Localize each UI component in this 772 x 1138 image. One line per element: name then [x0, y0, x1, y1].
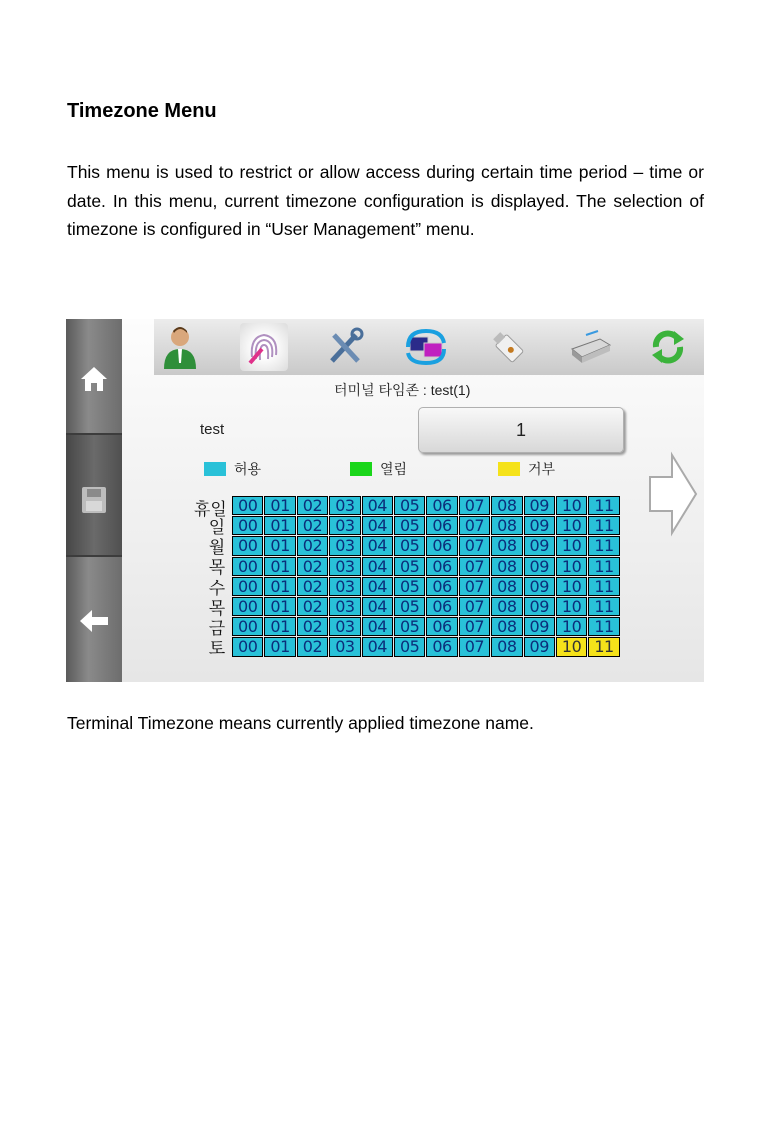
grid-cell[interactable]: 05: [394, 536, 425, 555]
grid-cell[interactable]: 00: [232, 516, 263, 535]
save-button[interactable]: [78, 482, 110, 518]
grid-cell[interactable]: 03: [329, 577, 360, 596]
network-tool-button[interactable]: [402, 323, 450, 371]
grid-cell[interactable]: 00: [232, 557, 263, 576]
grid-cell[interactable]: 10: [556, 637, 587, 656]
tools-icon: [326, 327, 366, 367]
refresh-tool-button[interactable]: [644, 323, 692, 371]
back-icon: [78, 607, 110, 635]
grid-cell[interactable]: 01: [264, 516, 295, 535]
grid-cell[interactable]: 09: [524, 516, 555, 535]
grid-cell[interactable]: 06: [426, 557, 457, 576]
grid-cell[interactable]: 08: [491, 597, 522, 616]
grid-row: [232, 496, 621, 516]
grid-cell[interactable]: 02: [297, 637, 328, 656]
grid-cell[interactable]: 06: [426, 617, 457, 636]
grid-cell[interactable]: 01: [264, 617, 295, 636]
home-icon: [79, 364, 109, 394]
grid-cell[interactable]: 01: [264, 557, 295, 576]
grid-row: [232, 557, 621, 577]
network-icon: [404, 327, 448, 367]
legend-open: [350, 460, 407, 478]
back-button[interactable]: [78, 603, 110, 639]
home-button[interactable]: [78, 361, 110, 397]
device-screenshot: [66, 319, 704, 682]
top-toolbar: [154, 319, 704, 375]
grid-cell[interactable]: 05: [394, 637, 425, 656]
refresh-icon: [648, 327, 688, 367]
grid-cell[interactable]: 04: [362, 577, 393, 596]
grid-cell[interactable]: 02: [297, 597, 328, 616]
day-label: 수: [208, 578, 226, 598]
day-label: 토: [208, 639, 226, 659]
grid-cell[interactable]: 10: [556, 597, 587, 616]
grid-cell[interactable]: 09: [524, 617, 555, 636]
grid-cell[interactable]: 04: [362, 557, 393, 576]
grid-cell[interactable]: 04: [362, 597, 393, 616]
grid-cell[interactable]: 07: [459, 536, 490, 555]
legend-deny: [498, 460, 555, 478]
grid-cell[interactable]: 00: [232, 637, 263, 656]
grid-cell[interactable]: 08: [491, 637, 522, 656]
usb-tool-button[interactable]: [484, 323, 532, 371]
grid-cell[interactable]: 09: [524, 577, 555, 596]
grid-cell[interactable]: 11: [588, 597, 619, 616]
grid-cell[interactable]: 03: [329, 536, 360, 555]
timezone-name: test: [200, 421, 225, 438]
grid-cell[interactable]: 07: [459, 597, 490, 616]
grid-cell[interactable]: 07: [459, 617, 490, 636]
grid-cell[interactable]: 09: [524, 496, 555, 515]
grid-cell[interactable]: 05: [394, 516, 425, 535]
grid-cell[interactable]: 11: [588, 577, 619, 596]
grid-cell[interactable]: 06: [426, 577, 457, 596]
grid-cell[interactable]: 08: [491, 577, 522, 596]
grid-cell[interactable]: 11: [588, 557, 619, 576]
grid-cell[interactable]: 11: [588, 637, 619, 656]
grid-cell[interactable]: 11: [588, 516, 619, 535]
timezone-number-button[interactable]: 1: [418, 407, 624, 453]
legend-swatch: [498, 462, 520, 476]
legend-label: 허용: [234, 461, 262, 477]
grid-cell[interactable]: 03: [329, 617, 360, 636]
grid-cell[interactable]: 10: [556, 496, 587, 515]
grid-cell[interactable]: 01: [264, 637, 295, 656]
grid-cell[interactable]: 09: [524, 637, 555, 656]
grid-row: [232, 577, 621, 597]
section-paragraph: This menu is used to restrict or allow access during certain time period – time or date. In this menu, current timezone configuration is displayed. The selection of timezone is configured in “User Management” menu.: [67, 162, 704, 239]
grid-cell[interactable]: 08: [491, 516, 522, 535]
day-labels: [205, 493, 229, 661]
timezone-grid: [232, 496, 621, 658]
user-icon: [160, 325, 200, 369]
fingerprint-tool-button[interactable]: [240, 323, 288, 371]
user-tool-button[interactable]: [156, 323, 204, 371]
grid-cell[interactable]: 11: [588, 536, 619, 555]
router-tool-button[interactable]: [566, 323, 614, 371]
terminal-timezone-title: 터미널 타임존 : test(1): [334, 382, 471, 398]
grid-cell[interactable]: 04: [362, 617, 393, 636]
grid-cell[interactable]: 10: [556, 617, 587, 636]
grid-cell[interactable]: 06: [426, 516, 457, 535]
grid-cell[interactable]: 07: [459, 496, 490, 515]
grid-cell[interactable]: 06: [426, 637, 457, 656]
grid-cell[interactable]: 08: [491, 617, 522, 636]
grid-cell[interactable]: 02: [297, 536, 328, 555]
grid-cell[interactable]: 00: [232, 617, 263, 636]
grid-cell[interactable]: 04: [362, 516, 393, 535]
day-label: 목: [208, 598, 226, 618]
grid-cell[interactable]: 11: [588, 496, 619, 515]
grid-cell[interactable]: 02: [297, 557, 328, 576]
grid-cell[interactable]: 07: [459, 577, 490, 596]
grid-cell[interactable]: 05: [394, 617, 425, 636]
grid-row: [232, 536, 621, 556]
grid-cell[interactable]: 04: [362, 536, 393, 555]
grid-cell[interactable]: 07: [459, 637, 490, 656]
grid-cell[interactable]: 10: [556, 577, 587, 596]
grid-cell[interactable]: 03: [329, 516, 360, 535]
day-label: 일: [208, 518, 226, 537]
grid-cell[interactable]: 01: [264, 496, 295, 515]
grid-cell[interactable]: 02: [297, 516, 328, 535]
grid-row: [232, 617, 621, 637]
grid-cell[interactable]: 08: [491, 496, 522, 515]
grid-cell[interactable]: 03: [329, 496, 360, 515]
sidebar-divider: [66, 555, 122, 557]
day-label: 금: [208, 619, 226, 638]
grid-cell[interactable]: 00: [232, 496, 263, 515]
grid-cell[interactable]: 00: [232, 597, 263, 616]
grid-cell[interactable]: 05: [394, 496, 425, 515]
caption: Terminal Timezone means currently applied timezone name.: [67, 713, 534, 733]
grid-cell[interactable]: 00: [232, 536, 263, 555]
day-label: 목: [208, 558, 226, 578]
grid-cell[interactable]: 04: [362, 496, 393, 515]
grid-cell[interactable]: 11: [588, 617, 619, 636]
day-label: 월: [208, 538, 226, 558]
grid-cell[interactable]: 09: [524, 536, 555, 555]
settings-tool-button[interactable]: [322, 323, 370, 371]
sidebar-divider: [66, 433, 122, 435]
grid-row: [232, 597, 621, 617]
grid-cell[interactable]: 08: [491, 557, 522, 576]
grid-cell[interactable]: 02: [297, 577, 328, 596]
grid-cell[interactable]: 01: [264, 536, 295, 555]
grid-cell[interactable]: 09: [524, 597, 555, 616]
legend-swatch: [204, 462, 226, 476]
grid-cell[interactable]: 05: [394, 577, 425, 596]
section-heading: Timezone Menu: [67, 100, 217, 122]
grid-cell[interactable]: 10: [556, 536, 587, 555]
left-sidebar: [66, 319, 122, 682]
grid-cell[interactable]: 04: [362, 637, 393, 656]
grid-cell[interactable]: 09: [524, 557, 555, 576]
grid-cell[interactable]: 00: [232, 577, 263, 596]
grid-cell[interactable]: 05: [394, 597, 425, 616]
legend-label: 거부: [528, 461, 556, 477]
grid-row: [232, 637, 621, 657]
holiday-label: 휴일: [194, 500, 227, 519]
grid-cell[interactable]: 10: [556, 516, 587, 535]
grid-cell[interactable]: 05: [394, 557, 425, 576]
grid-cell[interactable]: 07: [459, 557, 490, 576]
right-arrow-icon: [644, 449, 700, 539]
grid-cell[interactable]: 02: [297, 617, 328, 636]
grid-cell[interactable]: 02: [297, 496, 328, 515]
legend-label: 열림: [380, 461, 408, 477]
grid-cell[interactable]: 03: [329, 557, 360, 576]
grid-cell[interactable]: 01: [264, 597, 295, 616]
legend-allow: [204, 460, 261, 478]
grid-cell[interactable]: 10: [556, 557, 587, 576]
grid-cell[interactable]: 01: [264, 577, 295, 596]
grid-cell[interactable]: 08: [491, 536, 522, 555]
save-icon: [80, 485, 108, 515]
grid-cell[interactable]: 06: [426, 597, 457, 616]
grid-row: [232, 516, 621, 536]
grid-cell[interactable]: 07: [459, 516, 490, 535]
fingerprint-icon: [244, 327, 284, 367]
grid-cell[interactable]: 03: [329, 597, 360, 616]
grid-cell[interactable]: 06: [426, 496, 457, 515]
next-button[interactable]: [644, 449, 700, 539]
grid-cell[interactable]: 06: [426, 536, 457, 555]
legend-swatch: [350, 462, 372, 476]
router-icon: [568, 327, 612, 367]
grid-cell[interactable]: 03: [329, 637, 360, 656]
usb-icon: [488, 327, 528, 367]
